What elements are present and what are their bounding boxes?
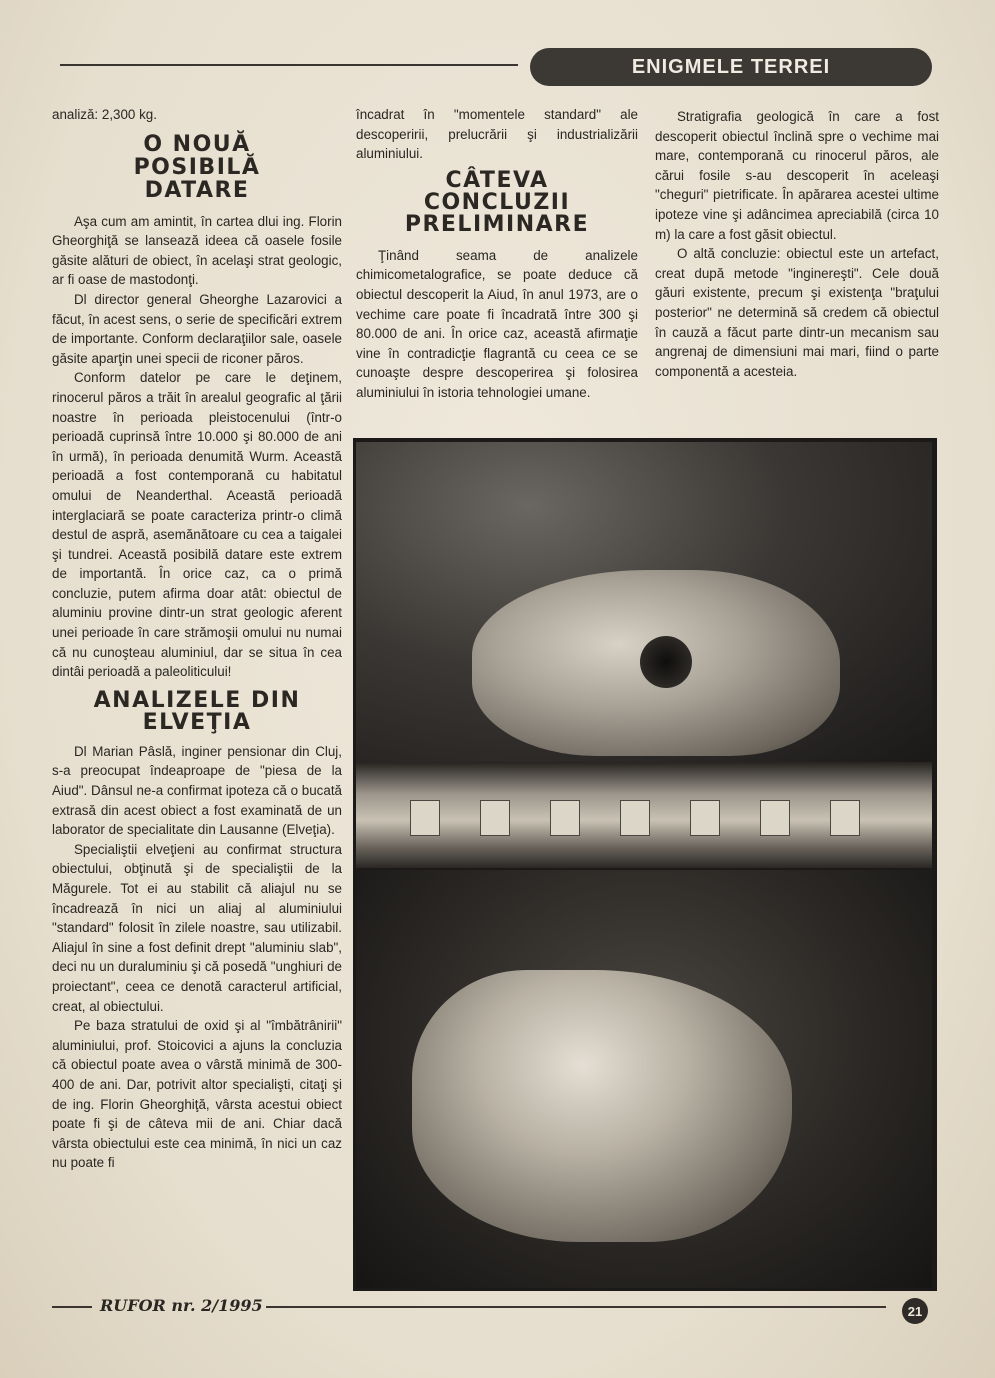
heading-line: CONCLUZII (423, 189, 571, 215)
column-3 (655, 107, 939, 381)
heading-line: DATARE (144, 177, 250, 203)
paragraph: Dl director general Gheorghe Lazarovici a făcut, în acest sens, o serie de specificări extrem de importante. Conform declaraţiilor sale, oasele găsite aparţin unei specii de riconer păros. (52, 291, 342, 366)
paragraph: Conform datelor pe care le deţinem, rinocerul păros a trăit în arealul geografic al ţării noastre în perioada pleistocenului (într-o perioadă cuprinsă între 10.000 şi 80.000 de ani în urmă), în perioada denumită Wurm. Această perioadă a fost contemporană cu habitatul omului de Neanderthal. Această perioadă interglaciară se poate caracteriza printr-o climă destul de aspră, asemănătoare cu cea a taigalei şi tundrei. Această posibilă datare este extrem de importantă. În orice caz, ca o primă concluzie, putem afirma doar atât: obiectul de aluminiu provine dintr-un strat geologic aferent unei perioade în care strămoşii omului nu numai că nu cunoşteau aluminiul, dar se situa în cea dintâi perioadă a paleoliticului! (52, 370, 342, 680)
paragraph: Aşa cum am amintit, în cartea dlui ing. Florin Gheorghiţă se lansează ideea că oasele fosile găsite alături de obiect, în acelaşi strat geologic, ar fi oase de mastodonţi. (52, 213, 342, 288)
heading-line: POSIBILĂ (133, 154, 261, 180)
ruler-mark (620, 800, 650, 836)
paragraph: Ţinând seama de analizele chimicometalografice, se poate deduce că obiectul descoperit la Aiud, în anul 1973, are o vechime care poate fi încadrată între 300 şi 80.000 de ani. În orice caz, această afirmaţie vine în contradicţie flagrantă cu ceea ce se cunoaşte despre descoperirea şi folosirea aluminiului în istoria tehnologiei umane. (356, 247, 638, 400)
ruler-mark (480, 800, 510, 836)
column-1 (52, 105, 342, 1173)
paragraph: Stratigrafia geologică în care a fost descoperit obiectul înclină spre o vechime mai mare, contemporană cu rinocerul păros, ale cărui fosile s-au descoperit în aceleaşi "cheguri" pietrificate. În apărarea acestei ultime ipoteze vine şi adâncimea apreciabilă (circa 10 m) la care a fost găsit obiectul. (655, 109, 939, 242)
heading-line: ANALIZELE DIN (93, 687, 301, 713)
paragraph: Pe baza stratului de oxid şi al "îmbătrânirii" aluminiului, prof. Stoicovici a ajuns la concluzia că obiectul poate avea o vârstă minimă de 300-400 de ani. Dar, potrivit altor specialişti, citaţi şi de ing. Florin Gheorghiţă, vârsta acestui obiect poate fi şi de câteva mii de ani. Chiar dacă vârsta obiectului este cea minimă, în nici un caz nu poate fi (52, 1018, 342, 1171)
ruler-mark (550, 800, 580, 836)
ruler-mark (830, 800, 860, 836)
aluminium-object-image (412, 970, 792, 1242)
heading-line: ELVEŢIA (142, 709, 252, 735)
heading-concluzii-preliminare (356, 167, 638, 237)
publication-label: RUFOR nr. 2/1995 (100, 1296, 263, 1315)
section-banner: ENIGMELE TERREI (530, 48, 932, 86)
column-2 (356, 105, 638, 403)
ruler-mark (760, 800, 790, 836)
paragraph: Dl Marian Pâslă, inginer pensionar din Cluj, s-a preocupat îndeaproape de "piesa de la Aiud". Dânsul ne-a confirmat ipoteza că o bucată extrasă din acest obiect a fost examinată de un laborator de specialitate din Lausanne (Elveţia). (52, 743, 342, 838)
object-hole (640, 636, 692, 688)
ruler-mark (690, 800, 720, 836)
header-rule (60, 64, 518, 66)
footer-rule (52, 1306, 92, 1308)
paragraph: Specialiştii elveţieni au confirmat structura obiectului, obţinută şi de specialiştii de la Măgurele. Tot ei au stabilit că aliajul nu se încadrează în nici un aliaj al aluminiului "standard" folosit în zilele noastre, sau utilizabil. Aliajul în sine a fost definit drept "aluminiu slab", deci nu un duraluminiu şi că posedă "unghiuri de proiectant", ceea ce denotă caracterul artificial, creat, al obiectului. (52, 841, 342, 1014)
heading-line: PRELIMINARE (404, 211, 590, 237)
footer-rule (266, 1306, 886, 1308)
heading-line: O NOUĂ (143, 131, 251, 157)
paragraph: O altă concluzie: obiectul este un artefact, creat după metode "inginereşti". Cele două găuri existente, precum şi existenţa "braţului posterior" ne determină să credem că obiectul în cauză a făcut parte dintr-un mecanism sau angrenaj de dimensiuni mai mari, fiind o parte componentă a acesteia. (655, 246, 939, 379)
intro-line: analiză: 2,300 kg. (52, 107, 157, 122)
page-number: 21 (902, 1298, 928, 1324)
heading-analizele-elvetia (52, 687, 342, 735)
paragraph: încadrat în "momentele standard" ale descoperirii, prelucrării şi industrializării aluminiului. (356, 107, 638, 162)
heading-noua-datare (52, 133, 342, 202)
heading-line: CÂTEVA (445, 167, 549, 193)
ruler-mark (410, 800, 440, 836)
